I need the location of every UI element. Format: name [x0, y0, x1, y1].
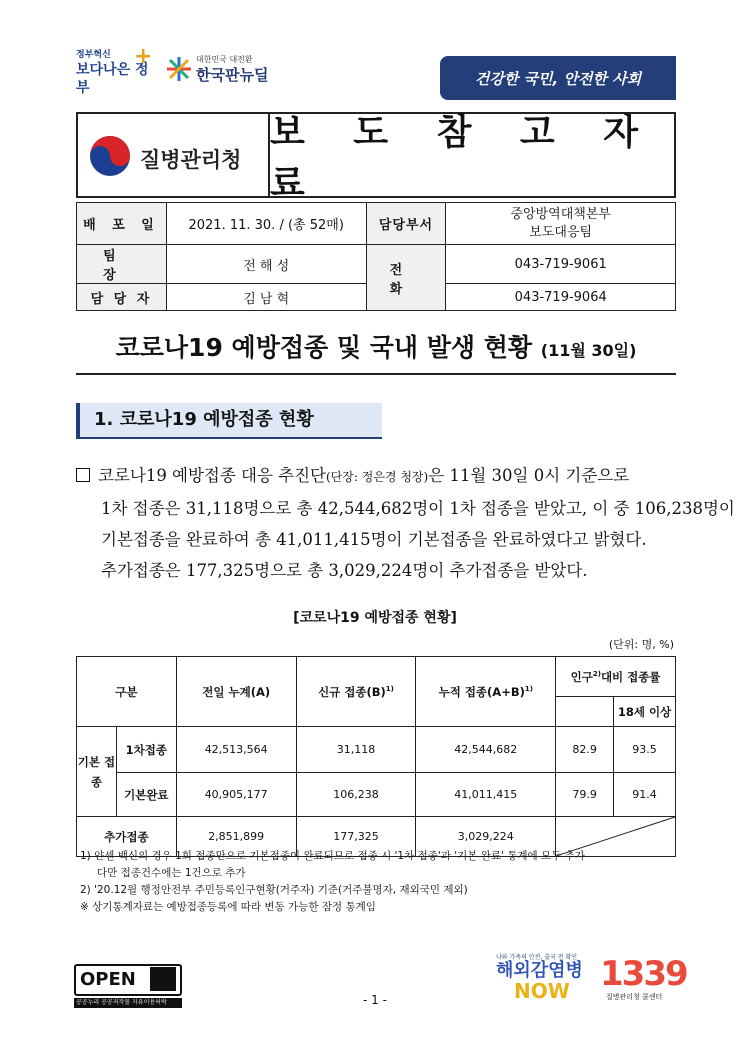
attribution-icon [150, 967, 176, 991]
callcenter-1339-logo: 1339 질병관리청 콜센터 [600, 954, 687, 1001]
header-prev-total: 전일 누계(A) [176, 657, 296, 727]
main-title-date: (11월 30일) [540, 341, 637, 360]
main-title: 코로나19 예방접종 및 국내 발생 현황 (11월 30일) [76, 325, 676, 375]
row-prev: 42,513,564 [176, 727, 296, 773]
booster-label: 추가접종 [77, 817, 177, 857]
open-license-badge: OPEN 공공누리 공공저작물 자유이용허락 [74, 964, 182, 1008]
kdca-logo: 질병관리청 [88, 134, 258, 180]
plus-icon: + [134, 44, 153, 69]
phone-label: 전 화 [366, 245, 446, 311]
dept-label: 담당부서 [366, 203, 446, 245]
row-prev: 40,905,177 [176, 773, 296, 817]
row-label: 1차접종 [116, 727, 176, 773]
header-new: 신규 접종$(B)^{1)}$ [296, 657, 416, 727]
row-cum: 41,011,415 [416, 773, 556, 817]
contact-info-table [76, 202, 676, 311]
row-cum: 42,544,682 [416, 727, 556, 773]
vaccination-table [76, 656, 676, 857]
row-rate18: 93.5 [614, 727, 676, 773]
row-rate: 82.9 [556, 727, 614, 773]
phone-2: 043-719-9064 [446, 284, 676, 311]
leader-value: 전 해 성 [166, 245, 366, 284]
leader-label: 팀 장 [77, 245, 167, 284]
gov-innovation-logo: 정부혁신 보다나은 정부 + [76, 44, 153, 96]
row-label: 기본완료 [116, 773, 176, 817]
date-value: 2021. 11. 30. / (총 52매) [166, 203, 366, 245]
header-rate: 인구$^{2)}$대비 접종률 [556, 657, 676, 697]
header-category: 구분 [77, 657, 177, 727]
booster-new: 177,325 [296, 817, 416, 857]
taegeuk-emblem-icon [88, 134, 132, 178]
phone-1: 043-719-9061 [446, 245, 676, 284]
header-age18: 18세 이상 [614, 697, 676, 727]
slogan-banner: 건강한 국민, 안전한 사회 [440, 56, 676, 100]
section-title: 1. 코로나19 예방접종 현황 [76, 403, 382, 439]
press-header [76, 111, 676, 204]
row-rate18: 91.4 [614, 773, 676, 817]
row-new: 106,238 [296, 773, 416, 817]
date-label: 배 포 일 [77, 203, 167, 245]
booster-cum: 3,029,224 [416, 817, 556, 857]
footnotes: 1) 얀센 백신의 경우 1회 접종만으로 기본접종이 완료되므로 접종 시 '1차 접종'과 '기본 완료' 통계에 모두 추가 다만 접종건수에는 1건으로 추가 2) '20.12월 행정안전부 주민등록인구현황(거주자) 기준(거주불명자, 재외국민 제외) ※ 상기통계자료는 예방접종등록에 따라 변동 가능한 잠정 통계임 [80, 850, 585, 913]
summary-paragraph: 코로나19 예방접종 대응 추진단(단장: 정은경 청장)은 11월 30일 0시 기준으로 1차 접종은 31,118명으로 총 42,544,682명이 1차 접종을 받았고, 이 중 106,238명이 기본접종을 완료하여 총 41,011,415명이 기본접종을 완료하였다고 밝혔다. 추가접종은 177,325명으로 총 3,029,224명이 추가접종을 받았다. [76, 460, 686, 586]
group-label: 기본 접종 [77, 727, 117, 817]
dept-value: 중앙방역대책본부 보도대응팀 [446, 203, 676, 245]
unit-label: (단위: 명, %) [608, 638, 674, 651]
document-type-title: 보 도 참 고 자 료 [270, 111, 657, 204]
officer-value: 김 남 혁 [166, 284, 366, 311]
checkbox-square-icon [76, 468, 90, 482]
page-number: - 1 - [363, 993, 387, 1007]
booster-prev: 2,851,899 [176, 817, 296, 857]
overseas-infection-now-logo: 나와 가족의 안전, 출국 전 확인 해외감염병 NOW [496, 954, 583, 1003]
header-cumulative: 누적 접종$(A+B)^{1)}$ [416, 657, 556, 727]
new-deal-star-icon [166, 56, 192, 82]
row-rate: 79.9 [556, 773, 614, 817]
row-new: 31,118 [296, 727, 416, 773]
officer-label: 담 당 자 [77, 284, 167, 311]
table-caption: [코로나19 예방접종 현황] [293, 610, 457, 626]
